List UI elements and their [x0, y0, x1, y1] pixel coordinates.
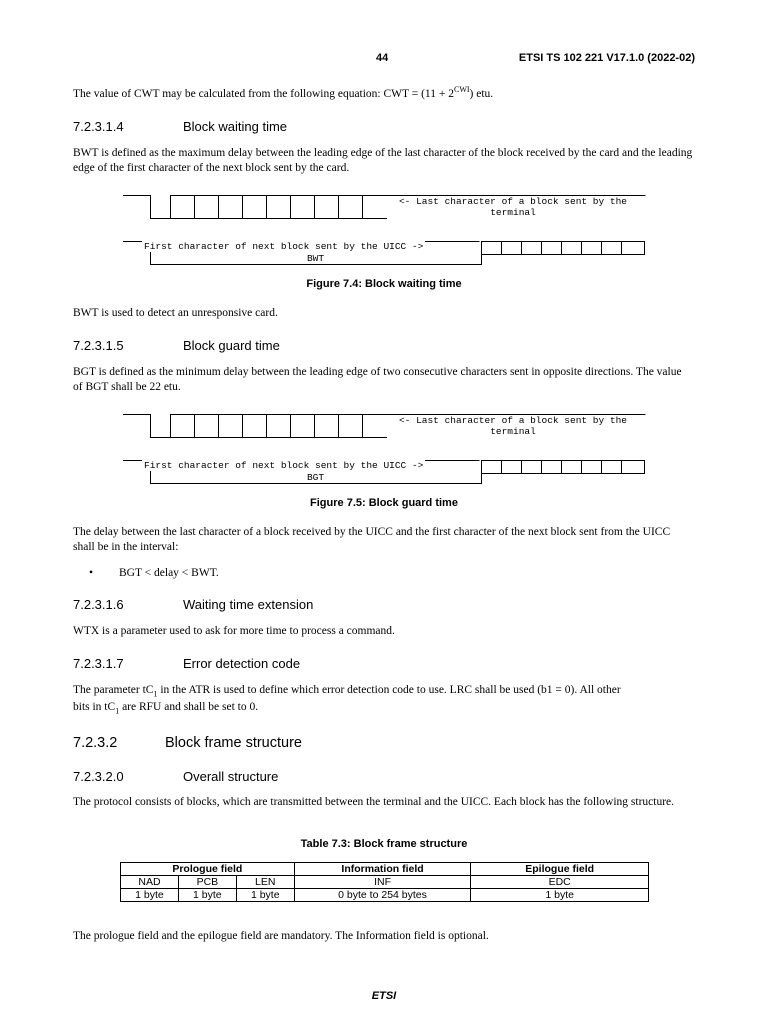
uicc-label: First character of next block sent by the UICC -> [144, 241, 424, 252]
error-detection-text-line-2: bits in $tC_1$ are RFU and shall be set to 0. [73, 701, 259, 716]
inf-size-cell: 0 byte to 254 bytes [294, 889, 471, 902]
bgt-interval-label: BGT [306, 472, 325, 483]
section-heading-block-guard-time: 7.2.3.1.5 Block guard time [73, 338, 280, 353]
terminal-character-boxes [171, 415, 387, 438]
figure-caption-7-4: Figure 7.4: Block waiting time [306, 278, 462, 290]
bwt-usage-text: BWT is used to detect an unresponsive card. [73, 307, 278, 319]
prologue-field-header: Prologue field [121, 863, 295, 876]
document-id: ETSI TS 102 221 V17.1.0 (2022-02) [518, 52, 695, 64]
delay-interval-text: The delay between the last character of a block received by the UICC and the first character of the next block sent from the UICC shall be in the interval: [73, 526, 671, 553]
len-size-cell: 1 byte [236, 889, 294, 902]
edc-cell: EDC [471, 876, 649, 889]
wtx-definition: WTX is a parameter used to ask for more time to process a command. [73, 625, 395, 637]
pcb-size-cell: 1 byte [178, 889, 236, 902]
terminal-label: <- Last character of a block sent by the terminal [382, 415, 644, 437]
table-caption-7-3: Table 7.3: Block frame structure [300, 838, 468, 850]
terminal-label: <- Last character of a block sent by the terminal [382, 196, 644, 218]
page-number: 44 [376, 52, 389, 64]
section-heading-error-detection-code: 7.2.3.1.7 Error detection code [73, 656, 301, 671]
figure-block-waiting-time [120, 194, 650, 264]
overall-structure-text: The protocol consists of blocks, which are transmitted between the terminal and the UICC. Each block has the following structure. [73, 796, 675, 808]
information-field-header: Information field [294, 863, 471, 876]
uicc-label: First character of next block sent by the UICC -> [144, 460, 424, 471]
block-frame-table [120, 862, 649, 902]
section-heading-overall-structure: 7.2.3.2.0 Overall structure [73, 769, 279, 784]
terminal-character-boxes [171, 196, 387, 219]
uicc-character-boxes [482, 242, 645, 255]
table-row [121, 876, 649, 889]
nad-cell: NAD [121, 876, 179, 889]
table-row [121, 889, 649, 902]
bullet-delay-interval: BGT < delay < BWT. [119, 567, 219, 579]
bullet-marker: • [89, 567, 94, 579]
closing-text: The prologue field and the epilogue field are mandatory. The Information field is optional. [73, 930, 489, 942]
nad-size-cell: 1 byte [121, 889, 179, 902]
bgt-definition: BGT is defined as the minimum delay between the leading edge of two consecutive characters sent in opposite directions. The value of BGT shall be 22 etu. [73, 366, 682, 393]
figure-block-guard-time [120, 413, 650, 483]
section-heading-block-frame-structure: 7.2.3.2 Block frame structure [73, 735, 302, 751]
error-detection-text-line-1: The parameter $tC_1$ in the ATR is used to define which error detection code to use. LRC shall be used (b1 = 0). All other [73, 684, 621, 699]
epilogue-field-header: Epilogue field [471, 863, 649, 876]
section-heading-block-waiting-time: 7.2.3.1.4 Block waiting time [73, 119, 288, 134]
cwt-equation: The value of CWT may be calculated from the following equation: CWT = $(11 + 2^{CWI})$ etu. [73, 85, 494, 100]
figure-caption-7-5: Figure 7.5: Block guard time [310, 497, 458, 509]
pcb-cell: PCB [178, 876, 236, 889]
uicc-character-boxes [482, 461, 645, 474]
section-heading-waiting-time-extension: 7.2.3.1.6 Waiting time extension [73, 597, 314, 612]
footer-etsi: ETSI [371, 990, 397, 1002]
bwt-definition: BWT is defined as the maximum delay between the leading edge of the last character of the block received by the card and the leading edge of the first character of the next block sent by the card. [73, 147, 693, 174]
inf-cell: INF [294, 876, 471, 889]
len-cell: LEN [236, 876, 294, 889]
table-row [121, 863, 649, 876]
bwt-interval-label: BWT [306, 253, 325, 264]
edc-size-cell: 1 byte [471, 889, 649, 902]
